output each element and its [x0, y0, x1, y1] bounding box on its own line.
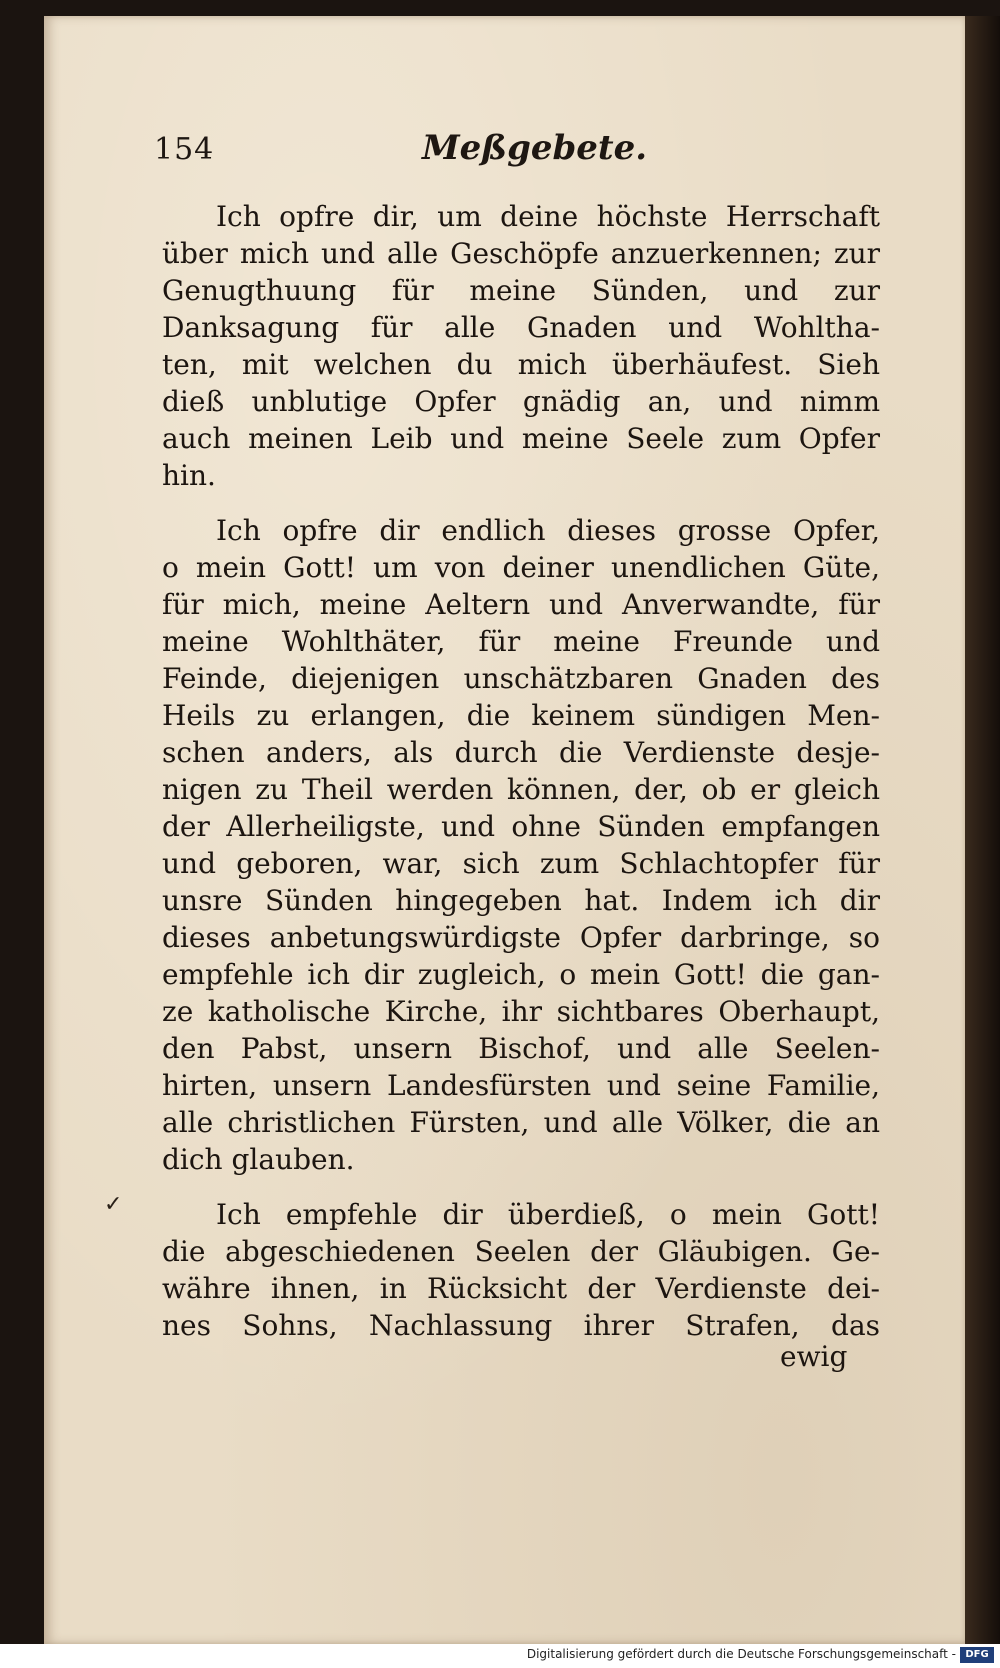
margin-mark: ✓ — [104, 1192, 123, 1217]
text-line: hin. — [162, 459, 216, 492]
text-line: Ich opfre dir, um deine höchste Herrschaft — [216, 200, 880, 233]
text-line: Heils zu erlangen, die keinem sündigen Men- — [162, 699, 880, 732]
text-line: hirten, unsern Landesfürsten und seine Familie, — [162, 1069, 880, 1102]
text-line: meine Wohlthäter, für meine Freunde und — [162, 625, 880, 658]
running-title: Meßgebete. — [422, 128, 648, 168]
paragraph-2 — [162, 512, 880, 1178]
dfg-logo: DFG — [960, 1647, 994, 1663]
text-line: Genugthuung für meine Sünden, und zur — [162, 274, 880, 307]
paragraph-gap — [162, 494, 880, 512]
running-head — [122, 122, 892, 182]
page-edge-shadow — [965, 16, 1000, 1644]
text-line: schen anders, als durch die Verdienste desje- — [162, 736, 880, 769]
paragraph-3 — [162, 1196, 880, 1344]
body-text — [162, 198, 880, 1344]
text-line: empfehle ich dir zugleich, o mein Gott! die gan- — [162, 958, 880, 991]
text-line: dieses anbetungswürdigste Opfer darbringe, so — [162, 921, 880, 954]
text-line: und geboren, war, sich zum Schlachtopfer für — [162, 847, 880, 880]
page-number: 154 — [154, 132, 215, 167]
text-line: Danksagung für alle Gnaden und Wohltha- — [162, 311, 880, 344]
text-line: o mein Gott! um von deiner unendlichen Güte, — [162, 551, 880, 584]
text-line: ten, mit welchen du mich überhäufest. Sieh — [162, 348, 880, 381]
text-line: Feinde, diejenigen unschätzbaren Gnaden des — [162, 662, 880, 695]
text-line: währe ihnen, in Rücksicht der Verdienste dei- — [162, 1272, 880, 1305]
catchword: ewig — [780, 1340, 848, 1373]
text-line: der Allerheiligste, und ohne Sünden empfangen — [162, 810, 880, 843]
text-line: alle christlichen Fürsten, und alle Völker, die an — [162, 1106, 880, 1139]
text-line: ze katholische Kirche, ihr sichtbares Oberhaupt, — [162, 995, 880, 1028]
text-line: den Pabst, unsern Bischof, und alle Seelen- — [162, 1032, 880, 1065]
digitization-footer — [0, 1644, 1000, 1668]
text-line: für mich, meine Aeltern und Anverwandte, für — [162, 588, 880, 621]
text-line: über mich und alle Geschöpfe anzuerkennen; zur — [162, 237, 880, 270]
text-line: auch meinen Leib und meine Seele zum Opfer — [162, 422, 880, 455]
text-line: dieß unblutige Opfer gnädig an, und nimm — [162, 385, 880, 418]
text-line: nigen zu Theil werden können, der, ob er gleich — [162, 773, 880, 806]
footer-credit: Digitalisierung gefördert durch die Deutsche Forschungsgemeinschaft - — [526, 1647, 956, 1661]
text-line: Ich empfehle dir überdieß, o mein Gott! — [216, 1198, 880, 1231]
text-line: nes Sohns, Nachlassung ihrer Strafen, das — [162, 1309, 880, 1342]
paragraph-gap — [162, 1178, 880, 1196]
text-line: unsre Sünden hingegeben hat. Indem ich dir — [162, 884, 880, 917]
paragraph-1 — [162, 198, 880, 494]
text-line: Ich opfre dir endlich dieses grosse Opfer, — [216, 514, 880, 547]
text-line: die abgeschiedenen Seelen der Gläubigen. Ge- — [162, 1235, 880, 1268]
text-line: dich glauben. — [162, 1143, 355, 1176]
